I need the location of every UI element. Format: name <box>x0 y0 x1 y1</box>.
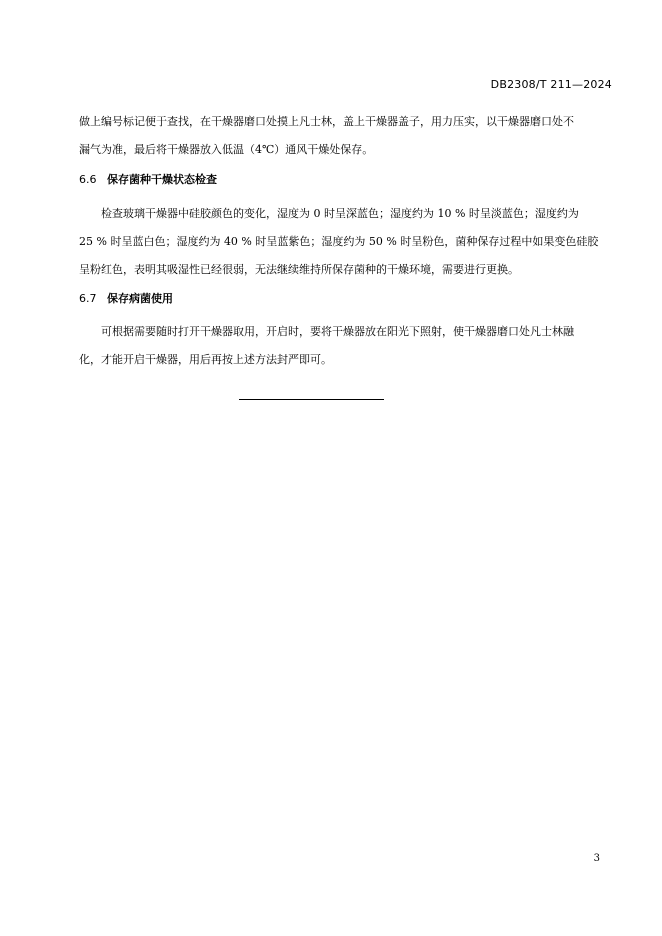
page-number: 3 <box>593 853 600 864</box>
section-title: 保存病菌使用 <box>107 292 173 305</box>
section-number: 6.7 <box>79 292 97 305</box>
paragraph-line: 25 % 时呈蓝白色；湿度约为 40 % 时呈蓝紫色；湿度约为 50 % 时呈粉色，菌种保存过程中如果变色硅胶 <box>79 235 599 248</box>
paragraph-line: 漏气为准，最后将干燥器放入低温（4℃）通风干燥处保存。 <box>79 143 374 156</box>
continued-paragraph <box>79 108 601 164</box>
section-title: 保存菌种干燥状态检查 <box>107 173 217 186</box>
section-heading-6-7 <box>79 290 173 306</box>
section-heading-6-6 <box>79 171 217 187</box>
section-6-6-paragraph <box>79 200 601 284</box>
document-code: DB2308/T 211—2024 <box>490 78 612 91</box>
end-of-text-rule <box>239 399 384 400</box>
paragraph-line: 做上编号标记便于查找，在干燥器磨口处摸上凡士林，盖上干燥器盖子，用力压实，以干燥器磨口处不 <box>79 115 574 128</box>
paragraph-line: 可根据需要随时打开干燥器取用，开启时，要将干燥器放在阳光下照射，使干燥器磨口处凡士林融 <box>101 325 574 338</box>
section-6-7-paragraph <box>79 318 601 374</box>
paragraph-line: 呈粉红色，表明其吸湿性已经很弱，无法继续维持所保存菌种的干燥环境，需要进行更换。 <box>79 263 519 276</box>
paragraph-line: 化，才能开启干燥器，用后再按上述方法封严即可。 <box>79 353 332 366</box>
section-number: 6.6 <box>79 173 97 186</box>
paragraph-line: 检查玻璃干燥器中硅胶颜色的变化，湿度为 0 时呈深蓝色；湿度约为 10 % 时呈淡蓝色；湿度约为 <box>101 207 579 220</box>
